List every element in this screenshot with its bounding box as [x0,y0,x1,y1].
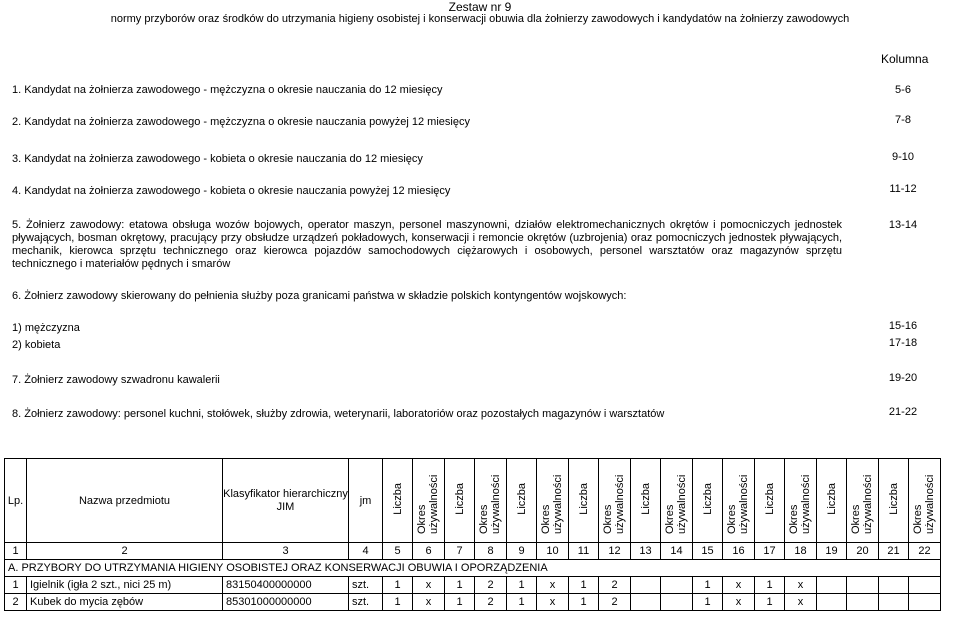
item-value: x [413,577,445,594]
category-row-3-columns: 9-10 [891,151,915,163]
header-okres: Okres używalności [723,459,755,543]
item-value: x [785,577,817,594]
item-jm: szt. [349,577,383,594]
category-row-2-columns: 7-8 [895,114,911,126]
item-value [661,594,693,611]
column-number: 16 [723,543,755,560]
column-number: 19 [817,543,847,560]
column-number: 20 [847,543,879,560]
category-row-6-sub-1: 1) mężczyzna [12,322,80,334]
item-value [817,594,847,611]
item-value: 1 [507,594,537,611]
column-number: 8 [475,543,507,560]
item-value: 1 [569,577,599,594]
header-liczba: Liczba [445,459,475,543]
section-row [5,560,941,577]
category-row-2: 2. Kandydat na żołnierza zawodowego - mężczyzna o okresie nauczania powyżej 12 miesięcy [12,116,470,128]
column-number: 2 [27,543,223,560]
category-row-5-columns: 13-14 [888,219,918,231]
item-value: x [413,594,445,611]
header-lp: Lp. [5,459,27,543]
item-value: 1 [569,594,599,611]
column-number: 6 [413,543,445,560]
header-liczba: Liczba [879,459,909,543]
header-liczba: Liczba [693,459,723,543]
item-value: 2 [599,577,631,594]
header-liczba: Liczba [817,459,847,543]
category-row-5: 5. Żołnierz zawodowy: etatowa obsługa wozów bojowych, operator maszyn, personel maszynowni, działów elektromechanicznych okrętów i pomocniczych jednostek pływających, bosman okrętowy, pracujący przy obsłudze urządzeń pokładowych, konserwacji i remoncie okrętów (uzbrojenia) oraz pomocniczych jednostek pływających, mechanik, kierowca sprzętu technicznego oraz kierowca pojazdów samochodowych ciężarowych i osobowych, personel warsztatów oraz magazynów sprzętu technicznego i materiałów pędnych i smarów [12,219,842,270]
column-number: 10 [537,543,569,560]
item-value [631,577,661,594]
category-row-7-columns: 19-20 [888,372,918,384]
item-value [631,594,661,611]
column-number: 17 [755,543,785,560]
header-name: Nazwa przedmiotu [27,459,223,543]
header-liczba: Liczba [383,459,413,543]
column-number: 3 [223,543,349,560]
item-value: 1 [755,577,785,594]
item-value: x [537,577,569,594]
column-number: 9 [507,543,537,560]
item-value [847,577,879,594]
item-name: Kubek do mycia zębów [27,594,223,611]
category-row-6: 6. Żołnierz zawodowy skierowany do pełnienia służby poza granicami państwa w składzie polskich kontyngentów wojskowych: [12,290,627,302]
header-okres: Okres używalności [785,459,817,543]
header-okres: Okres używalności [599,459,631,543]
item-value [909,577,941,594]
item-value: 1 [755,594,785,611]
item-value [817,577,847,594]
item-name: Igielnik (igła 2 szt., nici 25 m) [27,577,223,594]
section-title: A. PRZYBORY DO UTRZYMANIA HIGIENY OSOBISTEJ ORAZ KONSERWACJI OBUWIA I OPORZĄDZENIA [5,560,941,577]
items-table [4,458,941,611]
document-subtitle: normy przyborów oraz środków do utrzymania higieny osobistej i konserwacji obuwia dla żołnierzy zawodowych i kandydatów na żołnierzy zawodowych [110,13,850,25]
item-value: 1 [383,594,413,611]
category-row-6-sub-1-columns: 15-16 [888,320,918,332]
category-row-8: 8. Żołnierz zawodowy: personel kuchni, stołówek, służby zdrowia, weterynarii, laboratoriów oraz pozostałych magazynów i warsztatów [12,408,665,420]
category-row-8-columns: 21-22 [888,406,918,418]
column-number: 1 [5,543,27,560]
category-row-6-sub-2-columns: 17-18 [888,337,918,349]
column-number: 18 [785,543,817,560]
item-value: 2 [475,594,507,611]
item-value: x [723,594,755,611]
column-number: 12 [599,543,631,560]
item-value: 1 [445,594,475,611]
item-value [879,594,909,611]
column-number: 22 [909,543,941,560]
item-code: 83150400000000 [223,577,349,594]
column-label: Kolumna [881,52,929,66]
header-liczba: Liczba [631,459,661,543]
item-lp: 1 [5,577,27,594]
column-number: 5 [383,543,413,560]
header-okres: Okres używalności [537,459,569,543]
column-number: 15 [693,543,723,560]
category-row-1-columns: 5-6 [895,84,911,96]
item-value: 2 [599,594,631,611]
category-row-4-columns: 11-12 [889,183,917,195]
column-number: 14 [661,543,693,560]
column-number: 11 [569,543,599,560]
item-value: 2 [475,577,507,594]
item-value [847,594,879,611]
column-number: 21 [879,543,909,560]
header-jm: jm [349,459,383,543]
table-row [5,577,941,594]
item-value [661,577,693,594]
header-okres: Okres używalności [847,459,879,543]
item-value: 1 [383,577,413,594]
item-jm: szt. [349,594,383,611]
category-row-4: 4. Kandydat na żołnierza zawodowego - kobieta o okresie nauczania powyżej 12 miesięcy [12,185,451,197]
item-value: 1 [445,577,475,594]
item-value [909,594,941,611]
header-liczba: Liczba [507,459,537,543]
column-numbers-row [5,543,941,560]
header-okres: Okres używalności [475,459,507,543]
column-number: 7 [445,543,475,560]
item-lp: 2 [5,594,27,611]
header-liczba: Liczba [755,459,785,543]
column-number: 13 [631,543,661,560]
category-row-6-sub-2: 2) kobieta [12,339,61,351]
item-value: 1 [693,577,723,594]
header-okres: Okres używalności [661,459,693,543]
header-okres: Okres używalności [413,459,445,543]
category-row-1: 1. Kandydat na żołnierza zawodowego - mężczyzna o okresie nauczania do 12 miesięcy [12,84,443,96]
item-value: x [537,594,569,611]
document-title: Zestaw nr 9 [448,0,512,14]
header-okres: Okres używalności [909,459,941,543]
item-code: 85301000000000 [223,594,349,611]
header-classifier: Klasyfikator hierarchiczny JIM [223,459,349,543]
item-value [879,577,909,594]
item-value: x [785,594,817,611]
item-value: 1 [507,577,537,594]
category-row-7: 7. Żołnierz zawodowy szwadronu kawalerii [12,374,220,386]
table-header-row [5,459,941,543]
table-row [5,594,941,611]
category-row-3: 3. Kandydat na żołnierza zawodowego - kobieta o okresie nauczania do 12 miesięcy [12,153,423,165]
item-value: x [723,577,755,594]
column-number: 4 [349,543,383,560]
header-liczba: Liczba [569,459,599,543]
item-value: 1 [693,594,723,611]
